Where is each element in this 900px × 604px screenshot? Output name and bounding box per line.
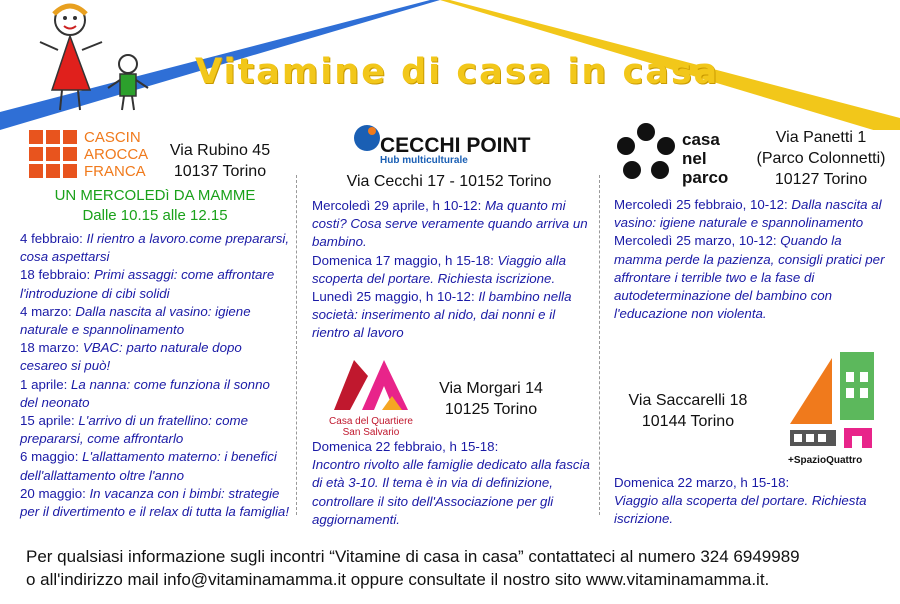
event-item xyxy=(312,288,594,343)
address-line: Via Saccarelli 18 xyxy=(628,392,748,409)
cecchi-point-logo-name: CECCHI POINT xyxy=(380,134,531,157)
subtitle-line: UN MERCOLEDì DA MAMME xyxy=(54,187,256,204)
event-item xyxy=(312,197,594,252)
event-date: Mercoledì 29 aprile, h 10-12: xyxy=(312,198,485,213)
casa-nel-parco-events-list xyxy=(614,196,886,323)
event-item xyxy=(312,252,594,288)
event-text: Il rientro a lavoro.come prepararsi, cosa aspettarsi xyxy=(20,231,290,265)
event-text: Dalla nascita al vasino: igiene naturale e spannolinamento xyxy=(614,197,882,231)
column-divider-1 xyxy=(296,175,297,515)
event-text: Primi assaggi: come affrontare l'introduzione di cibi solidi xyxy=(20,267,275,301)
event-date: 20 maggio: xyxy=(20,485,90,501)
cascina-logo-line: FRANCA xyxy=(84,163,146,180)
event-date: 4 febbraio: xyxy=(20,231,87,246)
event-text: Dalla nascita al vasino: igiene naturale e spannolinamento xyxy=(20,303,251,338)
page-title: Vitamine di casa in casa xyxy=(195,52,720,92)
casa-del-quartiere-logo-text xyxy=(326,416,416,438)
event-text: Quando la mamma perde la pazienza, consigli pratici per affrontare i terrible two e la fase di autodeterminazione del bambino con l'educazione non violenta. xyxy=(614,233,885,322)
cecchi-point-logo-sub: Hub multiculturale xyxy=(380,155,468,166)
event-text: L'allattamento materno: i benefici dell'allattamento oltre l'anno xyxy=(20,449,277,483)
kids-drawing-icon xyxy=(36,2,156,114)
cecchi-point-events-list xyxy=(312,197,594,343)
event-item xyxy=(20,230,290,266)
footer-line-1: Per qualsiasi informazione sugli incontri “Vitamine di casa in casa” contattateci al numero 324 6949989 xyxy=(26,547,800,566)
cascina-logo-line: CASCIN xyxy=(84,129,141,146)
event-date: 15 aprile: xyxy=(20,413,79,429)
event-item xyxy=(20,376,290,412)
logo-line: San Salvario xyxy=(342,427,400,438)
event-text: In vacanza con i bimbi: strategie per il divertimento e il relax di tutta la famiglia! xyxy=(20,485,290,520)
cecchi-point-logo-icon xyxy=(352,123,382,153)
cascina-logo-icon xyxy=(28,129,78,179)
cascina-address xyxy=(160,140,280,182)
cascina-subtitle xyxy=(20,186,290,226)
address-line: Via Rubino 45 xyxy=(169,142,271,159)
event-item xyxy=(20,339,290,375)
event-date: Domenica 22 marzo, h 15-18: xyxy=(614,475,790,490)
cascina-logo-text xyxy=(84,129,148,180)
address-line: Via Morgari 14 xyxy=(439,380,543,397)
event-date: 6 maggio: xyxy=(20,449,83,465)
event-text: Incontro rivolto alle famiglie dedicato alla fascia di età 3-10. Il tema è in via di definizione, controllare il sito dell'Associazione per gli aggiornamenti. xyxy=(312,457,590,527)
cascina-logo-line: AROCCA xyxy=(84,146,149,163)
logo-line: nel xyxy=(682,149,707,168)
address-line: 10137 Torino xyxy=(173,163,267,180)
event-text: Viaggio alla scoperta del portare. Richiesta iscrizione. xyxy=(312,252,567,286)
address-line: 10125 Torino xyxy=(444,401,538,418)
event-item xyxy=(20,448,290,484)
address-line: Via Panetti 1 xyxy=(775,129,867,146)
event-text: Il bambino nella società: inserimento al nido, dai nonni e il rientro al lavoro xyxy=(312,289,572,341)
event-item xyxy=(20,412,290,448)
event-item xyxy=(20,266,290,302)
event-date: 18 febbraio: xyxy=(20,267,94,283)
casa-nel-parco-logo-text xyxy=(682,130,728,187)
casa-del-quartiere-address xyxy=(424,378,558,420)
cecchi-point-address: Via Cecchi 17 - 10152 Torino xyxy=(346,173,552,190)
logo-line: casa xyxy=(682,130,720,149)
event-item xyxy=(614,196,886,232)
event-date: Mercoledì 25 marzo, 10-12: xyxy=(614,233,781,249)
event-date: Domenica 17 maggio, h 15-18: xyxy=(312,252,498,268)
spazio-quattro-logo-text: +SpazioQuattro xyxy=(788,455,863,466)
casa-nel-parco-address xyxy=(746,127,896,190)
logo-line: parco xyxy=(682,168,729,187)
event-item xyxy=(20,303,290,339)
casa-nel-parco-logo-icon xyxy=(614,122,678,186)
subtitle-line: Dalle 10.15 alle 12.15 xyxy=(82,207,228,224)
spazio-quattro-logo-icon xyxy=(786,350,878,454)
spazio-quattro-address xyxy=(618,390,758,432)
casa-del-quartiere-logo-icon xyxy=(326,356,416,418)
event-text: Viaggio alla scoperta del portare. Richiesta iscrizione. xyxy=(614,493,867,527)
event-text: VBAC: parto naturale dopo cesareo si può! xyxy=(20,340,242,374)
cascina-events-list xyxy=(20,230,290,521)
event-text: La nanna: come funziona il sonno del neonato xyxy=(20,376,270,410)
casa-del-quartiere-event xyxy=(312,438,594,529)
column-divider-2 xyxy=(599,175,600,515)
event-date: Lunedì 25 maggio, h 10-12: xyxy=(312,289,479,305)
address-line: (Parco Colonnetti) xyxy=(756,150,886,167)
event-date: Mercoledì 25 febbraio, 10-12: xyxy=(614,197,792,212)
event-date: Domenica 22 febbraio, h 15-18: xyxy=(312,439,499,454)
event-date: 18 marzo: xyxy=(20,340,83,356)
event-text: L'arrivo di un fratellino: come prepararsi, come affrontarlo xyxy=(20,413,248,447)
event-item xyxy=(20,485,290,521)
address-line: 10127 Torino xyxy=(774,171,868,188)
event-text: Ma quanto mi costi? Cosa serve veramente quando arriva un bambino. xyxy=(312,198,588,250)
address-line: 10144 Torino xyxy=(641,413,735,430)
footer-line-2: o all'indirizzo mail info@vitaminamamma.it oppure consultate il nostro sito www.vitaminamamma.it. xyxy=(26,570,770,589)
spazio-quattro-event xyxy=(614,474,886,529)
logo-line: Casa del Quartiere xyxy=(329,416,413,427)
event-item xyxy=(614,232,886,323)
event-date: 1 aprile: xyxy=(20,376,71,392)
event-date: 4 marzo: xyxy=(20,303,76,319)
